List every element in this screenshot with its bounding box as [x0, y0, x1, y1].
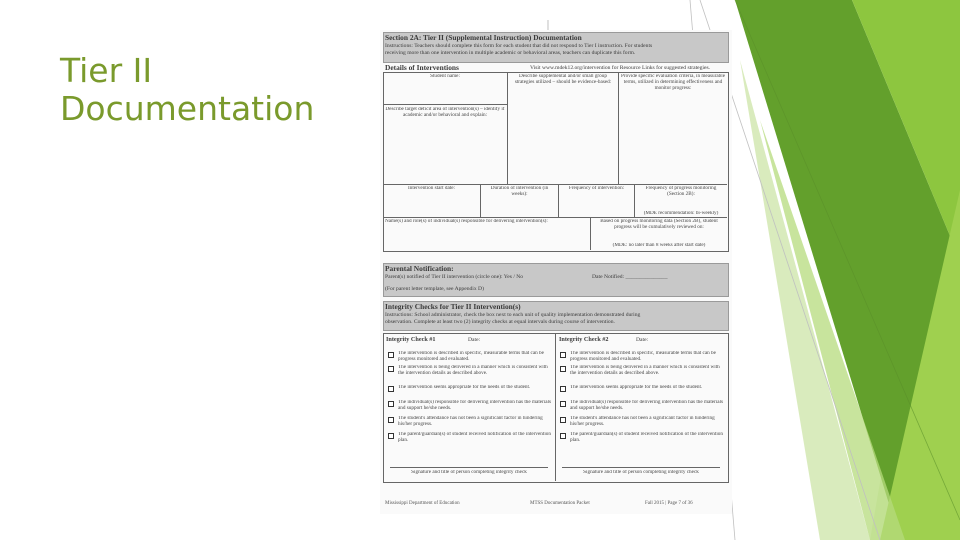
checkbox[interactable] [388, 352, 394, 358]
integrity-item: The intervention is being delivered in a manner which is consistent with the intervention details as described above. [398, 365, 548, 376]
parental-line: Parent(s) notified of Tier II intervention (circle one): Yes / No [385, 274, 524, 280]
grid-line [507, 72, 508, 184]
checkbox[interactable] [560, 366, 566, 372]
integrity-check-1-label: Integrity Check #1 [386, 336, 436, 343]
parental-date-label: Date Notified: _______________ [592, 274, 668, 280]
checkbox[interactable] [560, 417, 566, 423]
integrity-item: The intervention is described in specific, measurable terms that can be progress monitored and evaluated. [398, 351, 544, 362]
signature-label-2: Signature and title of person completing integrity check [583, 470, 699, 475]
checkbox[interactable] [560, 401, 566, 407]
footer-left: Mississippi Department of Education [385, 501, 460, 506]
mde-no-later-note: (MDE: no later than 8 weeks after start date) [612, 243, 706, 248]
integrity-item: The parent/guardian(s) of student received notification of the intervention plan. [570, 432, 723, 443]
resource-note: Visit www.mdek12.org/intervention for Resource Links for suggested strategies. [530, 65, 711, 71]
slide-title-line-2: Documentation [60, 89, 315, 128]
instructions-line-1: Instructions: Teachers should complete this form for each student that did not respond to Tier I instruction. For students [385, 43, 653, 49]
signature-line [562, 467, 720, 468]
grid-line [383, 217, 727, 218]
integrity-item: The individual(s) responsible for delivering intervention has the materials and support he/she needs. [398, 400, 551, 411]
footer-center: MTSS Documentation Packet [530, 501, 590, 506]
checkbox[interactable] [560, 433, 566, 439]
integrity-check-1-date: Date: [468, 337, 481, 343]
integrity-heading: Integrity Checks for Tier II Intervention(s) [385, 303, 521, 311]
signature-label-1: Signature and title of person completing integrity check [411, 470, 527, 475]
checkbox[interactable] [388, 433, 394, 439]
grid-line [383, 104, 507, 105]
checkbox[interactable] [560, 386, 566, 392]
progress-review-label: Based on progress monitoring data (Section 2B), student progress will be cumulatively reviewed on: [600, 219, 718, 230]
parental-heading: Parental Notification: [385, 265, 454, 273]
checkbox[interactable] [388, 366, 394, 372]
checkbox[interactable] [388, 401, 394, 407]
frequency-label: Frequency of intervention: [568, 186, 625, 191]
evaluation-criteria-label: Provide specific evaluation criteria, in measurable terms, utilized in determining effectiveness and monitor progress: [621, 74, 725, 91]
integrity-check-2-label: Integrity Check #2 [559, 336, 609, 343]
mde-recommendation-note: (MDE recommendation: bi-weekly) [643, 211, 719, 216]
integrity-item: The intervention seems appropriate for the needs of the student. [570, 385, 703, 390]
checkbox[interactable] [388, 386, 394, 392]
integrity-column-divider [555, 333, 556, 481]
integrity-item: The parent/guardian(s) of student received notification of the intervention plan. [398, 432, 551, 443]
signature-line [390, 467, 548, 468]
grid-line [618, 72, 619, 184]
duration-label: Duration of intervention (in weeks): [490, 186, 549, 197]
names-roles-label: Name(s) and role(s) of individual(s) responsible for delivering intervention(s): [385, 219, 548, 224]
section-title: Section 2A: Tier II (Supplemental Instruction) Documentation [385, 34, 582, 42]
details-heading: Details of Interventions [385, 64, 459, 72]
frequency-monitoring-label: Frequency of progress monitoring (Section 2B): [645, 186, 717, 197]
scanned-document [380, 30, 732, 514]
integrity-item: The student's attendance has not been a significant factor in hindering his/her progress. [398, 416, 543, 427]
grid-line [383, 184, 727, 185]
slide-title-line-1: Tier II [60, 51, 153, 90]
instructions-line-2: receiving more than one intervention in multiple academic or behavioral areas, teachers can duplicate this form. [385, 50, 636, 56]
checkbox[interactable] [560, 352, 566, 358]
slide-title [60, 52, 314, 128]
integrity-item: The intervention is described in specific, measurable terms that can be progress monitored and evaluated. [570, 351, 716, 362]
grid-line [590, 217, 591, 250]
integrity-instructions-line-2: observation. Complete at least two (2) integrity checks at equal intervals during course of intervention. [385, 319, 615, 325]
start-date-label: Intervention start date: [408, 186, 455, 191]
integrity-item: The individual(s) responsible for delivering intervention has the materials and support he/she needs. [570, 400, 723, 411]
student-name-label: Student name: [430, 74, 460, 79]
grid-line [558, 184, 559, 217]
footer-right: Fall 2015 | Page 7 of 36 [645, 501, 693, 506]
deficit-area-label: Describe target deficit area of intervention(s) – identify if academic and/or behavioral and explain: [385, 107, 505, 118]
integrity-item: The student's attendance has not been a significant factor in hindering his/her progress. [570, 416, 715, 427]
supplemental-strategies-label: Describe supplemental and/or small group strategies utilized – should be evidence-based: [514, 74, 612, 85]
checkbox[interactable] [388, 417, 394, 423]
integrity-item: The intervention seems appropriate for the needs of the student. [398, 385, 531, 390]
integrity-instructions-line-1: Instructions: School administrator, check the box next to each unit of quality implementation demonstrated during [385, 312, 641, 318]
integrity-check-2-date: Date: [636, 337, 649, 343]
integrity-item: The intervention is being delivered in a manner which is consistent with the intervention details as described above. [570, 365, 720, 376]
grid-line [634, 184, 635, 217]
grid-line [480, 184, 481, 217]
parental-template-note: (For parent letter template, see Appendix D) [385, 286, 484, 292]
